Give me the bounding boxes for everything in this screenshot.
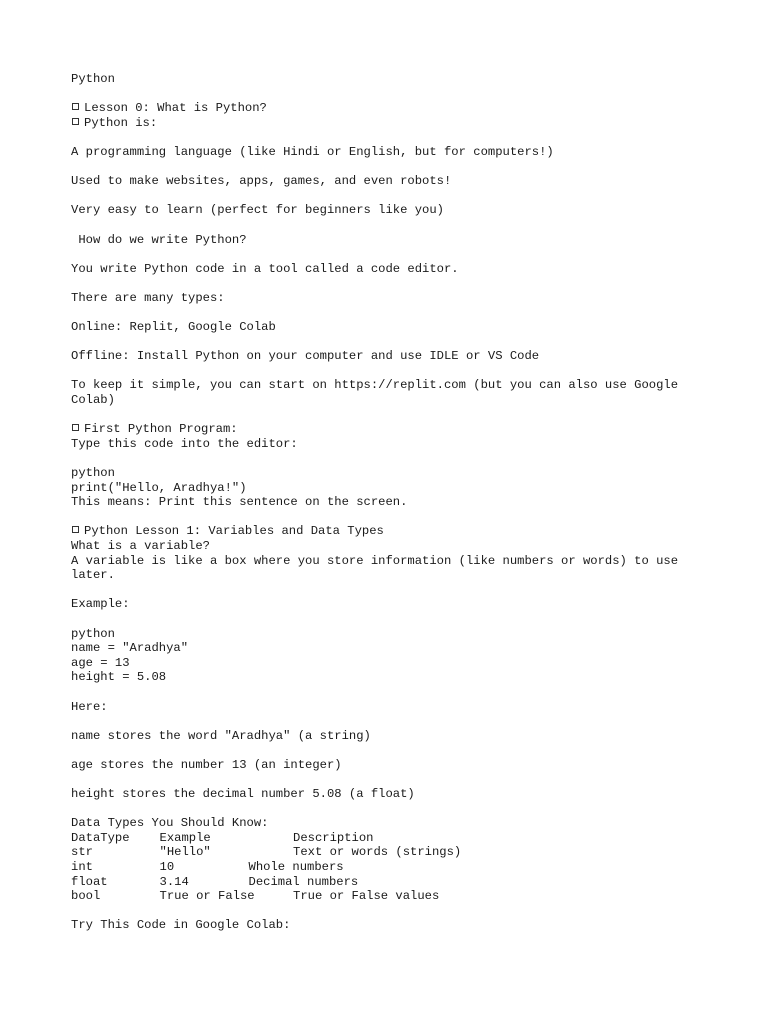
code-lang: python (71, 466, 115, 481)
paragraph: age stores the number 13 (an integer) (71, 757, 342, 772)
table-cell: Text or words (strings) (293, 845, 462, 860)
table-header: Description (293, 830, 374, 845)
python-is-heading: Python is: (71, 116, 711, 131)
paragraph: Here: (71, 699, 108, 714)
table-cell: 3.14 (159, 874, 189, 889)
paragraph: Try This Code in Google Colab: (71, 918, 291, 933)
code-line: print("Hello, Aradhya!") (71, 480, 247, 495)
paragraph: Offline: Install Python on your computer and use IDLE or VS Code (71, 349, 540, 364)
table-row (71, 889, 711, 904)
paragraph: A programming language (like Hindi or English, but for computers!) (71, 144, 554, 159)
paragraph: You write Python code in a tool called a code editor. (71, 261, 459, 276)
paragraph: Example: (71, 597, 130, 612)
lesson0-heading: Lesson 0: What is Python? (71, 101, 711, 116)
table-cell: True or False values (293, 889, 440, 904)
code-line: height = 5.08 (71, 670, 167, 685)
table-cell: bool (71, 889, 101, 904)
table-cell: Whole numbers (248, 860, 344, 875)
code-line: age = 13 (71, 655, 130, 670)
table-cell: "Hello" (159, 845, 211, 860)
table-row (71, 860, 711, 875)
paragraph: Very easy to learn (perfect for beginners like you) (71, 203, 444, 218)
code-line: name = "Aradhya" (71, 641, 189, 656)
document-page (71, 72, 711, 933)
paragraph: Online: Replit, Google Colab (71, 320, 276, 335)
paragraph: To keep it simple, you can start on https://replit.com (but you can also use Google Colab) (71, 378, 686, 408)
paragraph: There are many types: (71, 290, 225, 305)
box-bullet-icon (72, 526, 79, 533)
table-cell: float (71, 874, 108, 889)
table-row (71, 875, 711, 890)
datatypes-heading: Data Types You Should Know: (71, 816, 269, 831)
paragraph: Type this code into the editor: (71, 436, 298, 451)
code-lang: python (71, 626, 115, 641)
paragraph: What is a variable? (71, 539, 210, 553)
first-program-heading: First Python Program: (71, 422, 711, 437)
box-bullet-icon (72, 103, 79, 110)
table-header-row (71, 831, 711, 846)
datatypes-table (71, 831, 711, 904)
box-bullet-icon (72, 118, 79, 125)
paragraph: height stores the decimal number 5.08 (a float) (71, 787, 415, 802)
table-cell: 10 (159, 860, 175, 875)
paragraph: This means: Print this sentence on the screen. (71, 495, 408, 510)
box-bullet-icon (72, 424, 79, 431)
table-cell: True or False (159, 889, 255, 904)
table-row (71, 845, 711, 860)
lesson1-heading: Python Lesson 1: Variables and Data Types (71, 524, 711, 539)
table-header: DataType (71, 830, 130, 845)
table-cell: Decimal numbers (248, 874, 359, 889)
how-heading: How do we write Python? (71, 232, 247, 247)
table-cell: str (71, 845, 93, 860)
doc-title: Python (71, 72, 115, 86)
paragraph: A variable is like a box where you store information (like numbers or words) to use later. (71, 553, 686, 583)
table-cell: int (71, 860, 93, 875)
table-header: Example (159, 830, 211, 845)
paragraph: name stores the word "Aradhya" (a string) (71, 728, 371, 743)
paragraph: Used to make websites, apps, games, and even robots! (71, 174, 452, 189)
